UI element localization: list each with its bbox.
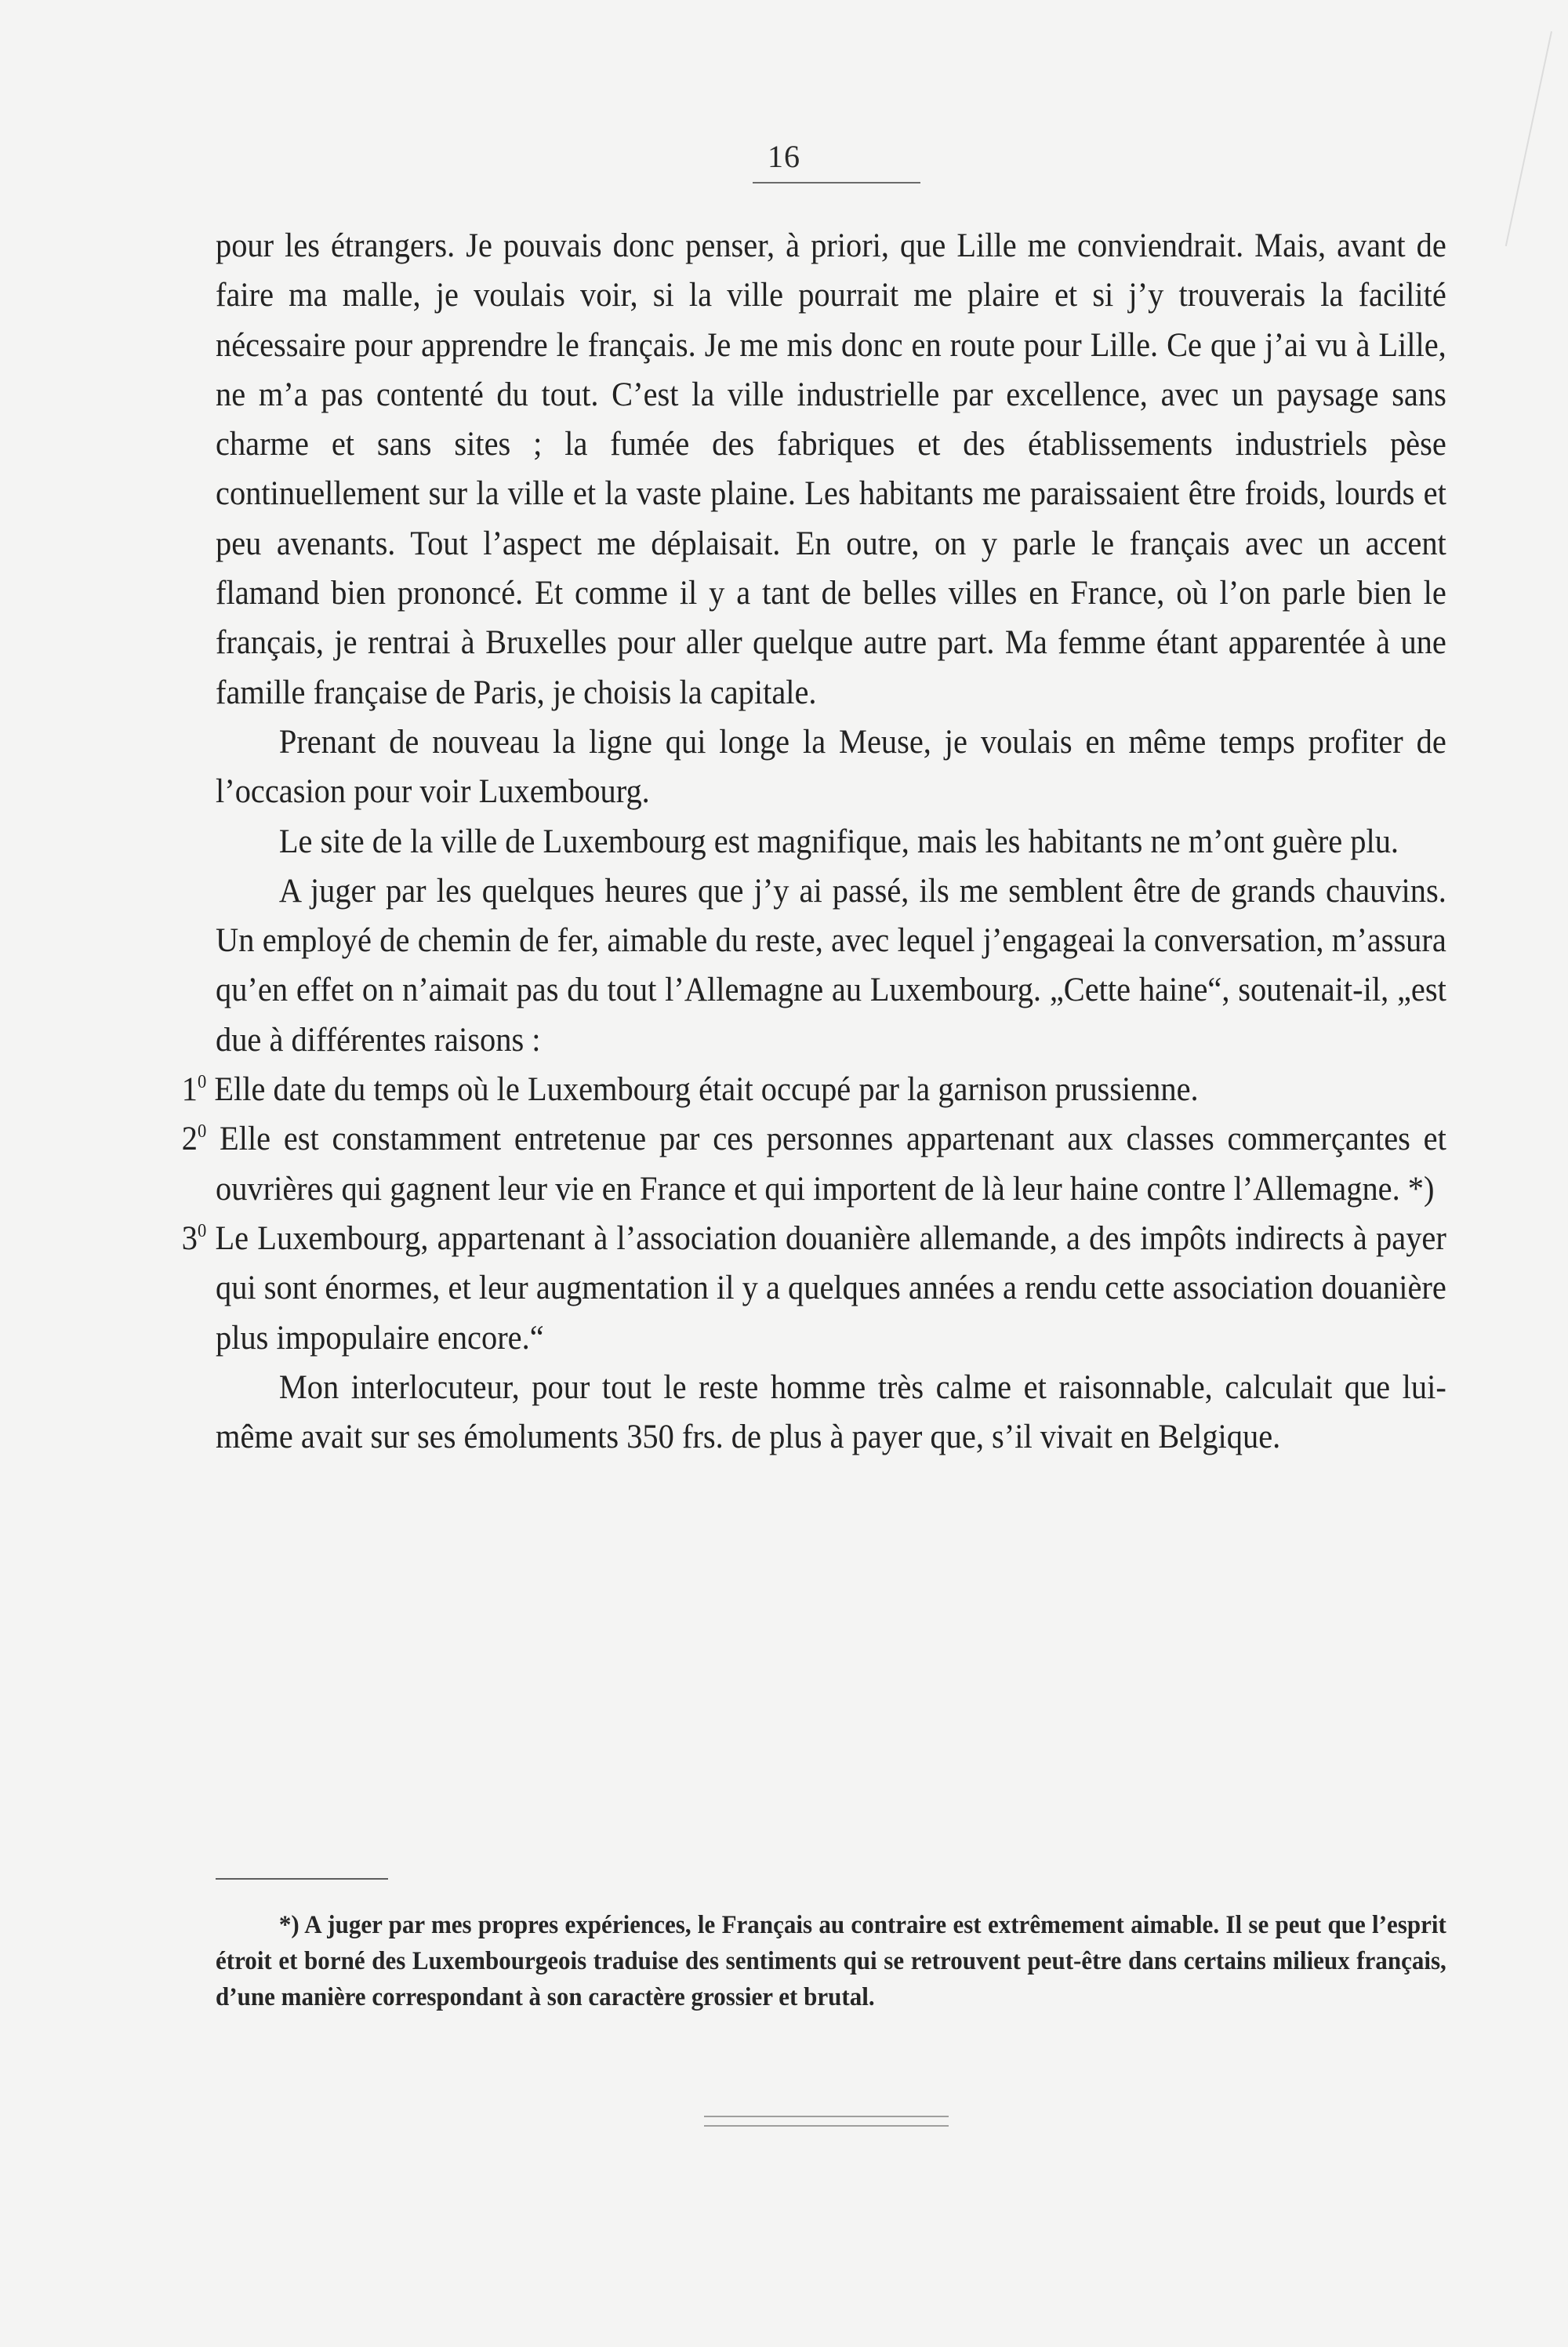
paragraph-interlocuteur: Mon interlocuteur, pour tout le reste homme très calme et raisonnable, calculait que lui-même avait sur ses émoluments 350 frs. de plus à payer que, s’il vivait en Belgique. <box>216 1368 1446 1456</box>
ordinal-indicator: 0 <box>197 1220 207 1241</box>
list-marker: 2 <box>181 1121 198 1158</box>
footnote-separator <box>216 1878 388 1880</box>
footnote <box>216 1907 1446 2015</box>
paragraph-meuse: Prenant de nouveau la ligne qui longe la Meuse, je voulais en même temps profiter de l’occasion pour voir Luxembourg. <box>216 723 1446 811</box>
list-marker: 1 <box>181 1071 198 1109</box>
list-item-text: Elle est constamment entretenue par ces personnes appartenant aux classes commerçantes et ouvrières qui gagnent leur vie en France et qui importent de là leur haine contre l’Allemagne. *) <box>216 1121 1446 1208</box>
footnote-text: *) A juger par mes propres expériences, le Français au contraire est extrêmement aimable. Il se peut que l’esprit étroit et borné des Luxembourgeois traduise des sentiments qui se retrouvent peut-être dans certains milieux français, d’une manière correspondant à son caractère grossier et brutal. <box>216 1911 1446 2011</box>
list-item-text: Le Luxembourg, appartenant à l’association douanière allemande, a des impôts indirects à payer qui sont énormes, et leur augmentation il y a quelques années a rendu cette association douanière plus impopulaire encore.“ <box>215 1219 1446 1357</box>
ordinal-indicator: 0 <box>197 1121 207 1143</box>
paragraph-continuation: pour les étrangers. Je pouvais donc penser, à priori, que Lille me conviendrait. Mais, avant de faire ma malle, je voulais voir, si la ville pourrait me plaire et si j’y trouverais la facilité nécessaire pour apprendre le français. Je me mis donc en route pour Lille. Ce que j’ai vu à Lille, ne m’a pas contenté du tout. C’est la ville industrielle par excellence, avec un paysage sans charme et sans sites ; la fumée des fabriques et des établissements industriels pèse continuellement sur la ville et la vaste plaine. Les habitants me paraissaient être froids, lourds et peu avenants. Tout l’aspect me déplaisait. En outre, on y parle le français avec un accent flamand bien prononcé. Et comme il y a tant de belles villes en France, où l’on parle bien le français, je rentrai à Bruxelles pour aller quelque autre part. Ma femme étant apparentée à une famille française de Paris, je choisis la capitale. <box>216 227 1446 711</box>
ordinal-indicator: 0 <box>197 1072 207 1093</box>
page-number-underline <box>753 182 920 183</box>
list-marker: 3 <box>181 1219 198 1257</box>
list-item-text: Elle date du temps où le Luxembourg était occupé par la garnison prussienne. <box>214 1071 1199 1109</box>
list-item-reason-1 <box>181 1065 1446 1114</box>
bleed-through-double-rule <box>704 2116 949 2127</box>
page-number: 16 <box>768 139 800 174</box>
paragraph-luxembourg-site: Le site de la ville de Luxembourg est magnifique, mais les habitants ne m’ont guère plu. <box>278 823 1399 860</box>
list-item-reason-3 <box>181 1214 1446 1363</box>
paragraph-chauvins: A juger par les quelques heures que j’y ai passé, ils me semblent être de grands chauvins. Un employé de chemin de fer, aimable du reste, avec lequel j’engageai la conversation, m’assura qu’en effet on n’aimait pas du tout l’Allemagne au Luxembourg. „Cette haine“, soutenait-il, „est due à différentes raisons : <box>216 872 1446 1059</box>
list-item-reason-2 <box>181 1114 1446 1214</box>
body-text <box>181 221 1446 1462</box>
